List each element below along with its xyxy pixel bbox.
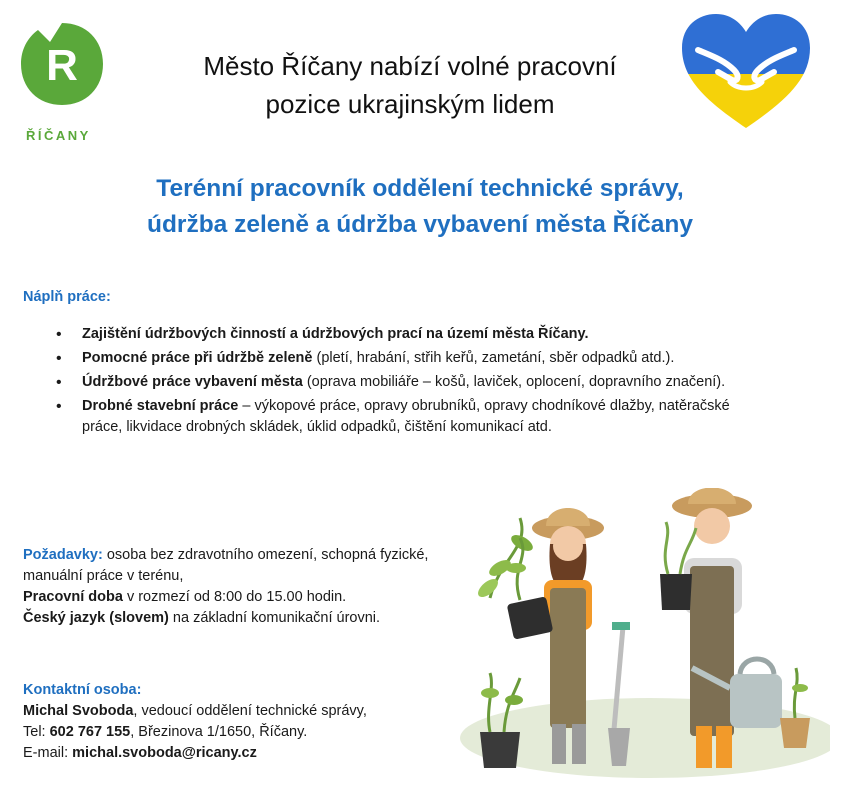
contact-role: , vedoucí oddělení technické správy, — [133, 703, 367, 719]
requirements-label: Požadavky: — [23, 547, 103, 563]
contact-address: , Březinova 1/1650, Říčany. — [130, 724, 308, 740]
logo-letter: R — [46, 41, 78, 90]
title-line-2: pozice ukrajinským lidem — [265, 89, 555, 119]
hours-text: v rozmezí od 8:00 do 15.00 hodin. — [122, 589, 347, 605]
contact-heading: Kontaktní osoba: — [23, 682, 142, 698]
list-item: • Údržbové práce vybavení města (oprava mobiliáře – košů, laviček, oplocení, dopravního značení). — [30, 372, 730, 393]
language-label: Český jazyk (slovem) — [23, 610, 169, 626]
contact-block: Kontaktní osoba: Michal Svoboda, vedoucí oddělení technické správy, Tel: 602 767 155, Březinova 1/1650, Říčany. E-mail: michal.svoboda@ricany.cz — [23, 682, 367, 761]
list-item: • Zajištění údržbových činností a údržbových prací na území města Říčany. — [30, 324, 730, 345]
ukraine-heart-icon — [678, 10, 814, 132]
title-line-1: Město Říčany nabízí volné pracovní — [203, 51, 617, 81]
logo-name: ŘÍČANY — [26, 128, 91, 143]
contact-name: Michal Svoboda — [23, 703, 134, 719]
gardeners-illustration-icon — [460, 488, 830, 780]
list-item: • Pomocné práce při údržbě zeleně (pletí, hrabání, střih keřů, zametání, sběr odpadků atd.). — [30, 348, 730, 369]
language-text: na základní komunikační úrovni. — [168, 610, 381, 626]
job-title-line-1: Terénní pracovník oddělení technické správy, — [156, 175, 684, 202]
job-title-line-2: údržba zeleně a údržba vybavení města Říčany — [146, 211, 693, 238]
requirements-text: osoba bez zdravotního omezení, schopná fyzické, manuální práce v terénu, — [23, 547, 429, 584]
duties-heading: Náplň práce: — [23, 289, 111, 305]
ricany-logo-icon — [18, 20, 106, 108]
duties-list — [30, 324, 730, 441]
requirements-block — [23, 545, 463, 629]
page-title — [140, 47, 680, 123]
list-item: • Drobné stavební práce – výkopové práce, opravy obrubníků, opravy chodníkové dlažby, natěračské práce, likvidace drobných skládek, úklid odpadků, čištění komunikací atd. — [30, 396, 730, 438]
hours-label: Pracovní doba — [23, 589, 123, 605]
job-title — [30, 171, 810, 243]
contact-email[interactable]: michal.svoboda@ricany.cz — [72, 745, 257, 761]
contact-phone[interactable]: 602 767 155 — [49, 724, 131, 740]
